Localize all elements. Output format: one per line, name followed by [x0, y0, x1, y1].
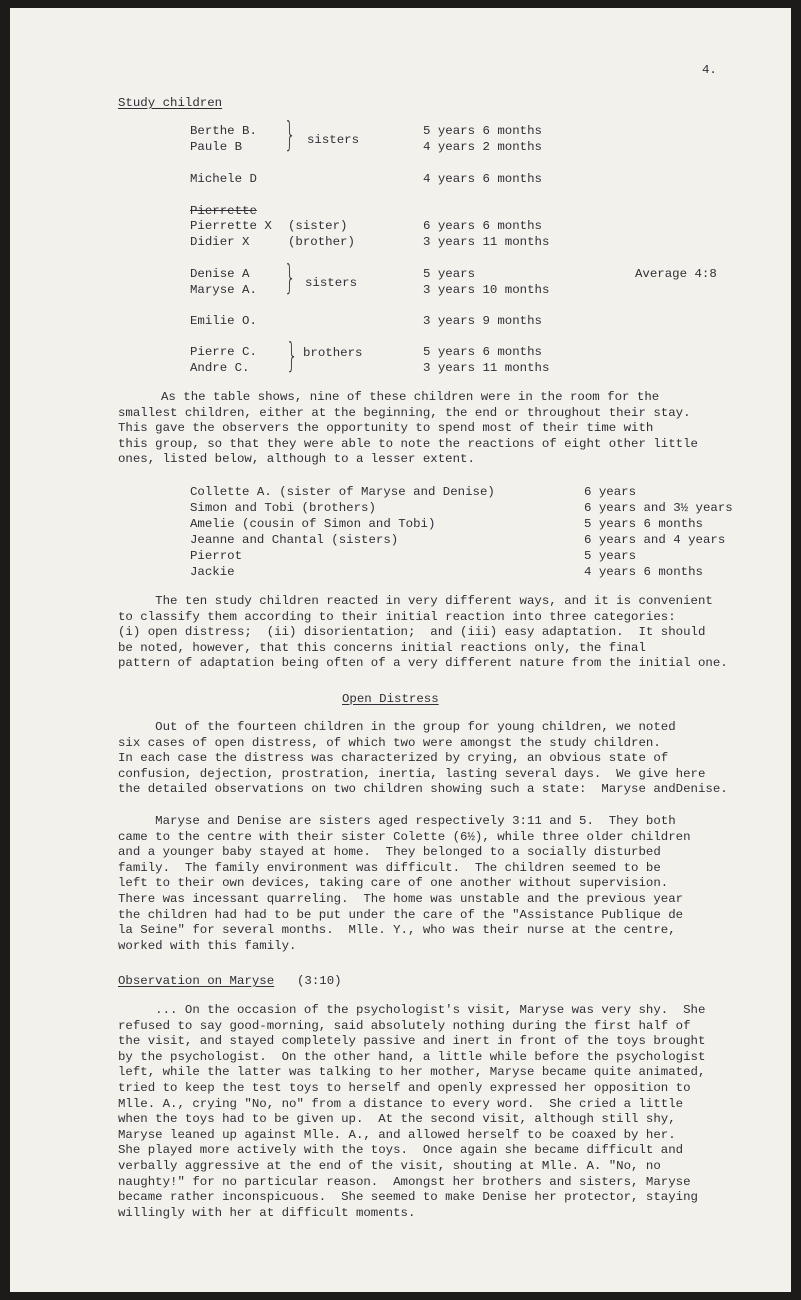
other-child-age: 6 years and 4 years	[584, 533, 726, 547]
text-line: (i) open distress; (ii) disorientation; and (iii) easy adaptation. It should	[118, 625, 706, 640]
child-name: Pierrette X	[190, 219, 272, 233]
other-child-name: Jeanne and Chantal (sisters)	[190, 533, 399, 547]
paragraph-table-notes	[118, 390, 788, 468]
text-line: worked with this family.	[118, 938, 297, 953]
child-age: 3 years 9 months	[423, 314, 542, 328]
text-line: the visit, and stayed completely passive and inert in front of the toys brought	[118, 1034, 706, 1049]
other-child-age: 5 years	[584, 549, 637, 563]
child-age: 3 years 11 months	[423, 235, 550, 249]
other-child-age: 5 years 6 months	[584, 517, 703, 531]
paragraph-open-distress	[118, 720, 788, 798]
other-child-name: Jackie	[190, 565, 235, 579]
child-name: Denise A	[190, 267, 250, 281]
other-child-name: Amelie (cousin of Simon and Tobi)	[190, 517, 436, 531]
child-age: 3 years 11 months	[423, 361, 550, 375]
other-child-age: 6 years	[584, 485, 637, 499]
section-heading-open-distress: Open Distress	[342, 692, 439, 706]
text-line: confusion, dejection, prostration, inertia, lasting several days. We give here	[118, 766, 706, 781]
child-age: 4 years 6 months	[423, 172, 542, 186]
paragraph-categories	[118, 594, 788, 672]
group-label-sisters: sisters	[305, 276, 358, 290]
child-name: Berthe B.	[190, 124, 257, 138]
text-line: to classify them according to their initial reaction into three categories:	[118, 609, 676, 624]
text-line: became rather inconspicuous. She seemed to make Denise her protector, staying	[118, 1190, 698, 1205]
child-relation: (sister)	[288, 219, 348, 233]
child-name: Pierre C.	[190, 345, 257, 359]
struck-name: Pierrette	[190, 204, 257, 218]
average-age: Average 4:8	[635, 267, 717, 281]
bracket-glyph: }	[284, 258, 296, 298]
section-heading-observation: Observation on Maryse	[118, 974, 275, 988]
text-line: family. The family environment was difficult. The children seemed to be	[118, 860, 661, 875]
text-line: when the toys had to be given up. At the second visit, although still shy,	[118, 1112, 676, 1127]
text-line: willingly with her at difficult moments.	[118, 1205, 416, 1220]
paragraph-family	[118, 814, 788, 954]
child-name: Emilie O.	[190, 314, 257, 328]
text-line: Out of the fourteen children in the group for young children, we noted	[118, 720, 676, 734]
text-line: verbally aggressive at the end of the visit, shouting at Mlle. A. "No, no	[118, 1158, 661, 1173]
group-label-brothers: brothers	[303, 346, 363, 360]
text-line: be noted, however, that this concerns initial reactions only, the final	[118, 640, 646, 655]
section-heading-study-children: Study children	[118, 96, 223, 110]
text-line: the children had had to be put under the care of the "Assistance Publique de	[118, 907, 684, 922]
document-page	[10, 8, 791, 1292]
text-line: tried to keep the test toys to herself and openly expressed her opposition to	[118, 1080, 691, 1095]
other-child-name: Pierrot	[190, 549, 243, 563]
text-line: In each case the distress was characterized by crying, an obvious state of	[118, 751, 669, 766]
other-child-name: Simon and Tobi (brothers)	[190, 501, 376, 515]
text-line: ones, listed below, although to a lesser extent.	[118, 452, 475, 467]
bracket-glyph: }	[284, 115, 296, 155]
child-name: Maryse A.	[190, 283, 257, 297]
text-line: this group, so that they were able to note the reactions of eight other little	[118, 436, 698, 451]
text-line: and a younger baby stayed at home. They belonged to a socially disturbed	[118, 845, 661, 860]
child-age: 6 years 6 months	[423, 219, 542, 233]
child-age: 4 years 2 months	[423, 140, 542, 154]
child-age: 3 years 10 months	[423, 283, 550, 297]
text-line: la Seine" for several months. Mlle. Y., who was their nurse at the centre,	[118, 923, 676, 938]
text-line: The ten study children reacted in very different ways, and it is convenient	[118, 594, 713, 608]
text-line: Maryse and Denise are sisters aged respectively 3:11 and 5. They both	[118, 814, 676, 828]
other-child-name: Collette A. (sister of Maryse and Denise)	[190, 485, 495, 499]
text-line: came to the centre with their sister Colette (6½), while three older children	[118, 829, 691, 844]
bracket-glyph: }	[286, 336, 298, 376]
observation-age: (3:10)	[297, 974, 342, 988]
text-line: ... On the occasion of the psychologist's visit, Maryse was very shy. She	[118, 1003, 706, 1017]
text-line: pattern of adaptation being often of a very different nature from the initial one.	[118, 656, 728, 671]
text-line: by the psychologist. On the other hand, a little while before the psychologist	[118, 1049, 706, 1064]
child-name: Andre C.	[190, 361, 250, 375]
text-line: She played more actively with the toys. Once again she became difficult and	[118, 1143, 684, 1158]
text-line: refused to say good-morning, said absolutely nothing during the first half of	[118, 1018, 691, 1033]
child-name: Paule B	[190, 140, 243, 154]
text-line: This gave the observers the opportunity to spend most of their time with	[118, 421, 654, 436]
child-age: 5 years	[423, 267, 476, 281]
text-line: left, while the latter was talking to her mother, Maryse became quite animated,	[118, 1065, 706, 1080]
text-line: naughty!" for no particular reason. Amongst her brothers and sisters, Maryse	[118, 1174, 691, 1189]
text-line: As the table shows, nine of these children were in the room for the	[161, 390, 660, 404]
other-child-age: 6 years and 3½ years	[584, 501, 733, 515]
child-name: Didier X	[190, 235, 250, 249]
paragraph-observation	[118, 1003, 788, 1221]
text-line: six cases of open distress, of which two were amongst the study children.	[118, 735, 661, 750]
text-line: Mlle. A., crying "No, no" from a distance to every word. She cried a little	[118, 1096, 684, 1111]
page-number: 4.	[702, 63, 717, 77]
text-line: left to their own devices, taking care of one another without supervision.	[118, 876, 669, 891]
child-name: Michele D	[190, 172, 257, 186]
text-line: the detailed observations on two children showing such a state: Maryse andDenise.	[118, 782, 728, 797]
child-age: 5 years 6 months	[423, 124, 542, 138]
child-relation: (brother)	[288, 235, 355, 249]
text-line: smallest children, either at the beginning, the end or throughout their stay.	[118, 405, 691, 420]
child-age: 5 years 6 months	[423, 345, 542, 359]
group-label-sisters: sisters	[307, 133, 360, 147]
text-line: Maryse leaned up against Mlle. A., and allowed herself to be coaxed by her.	[118, 1127, 676, 1142]
text-line: There was incessant quarreling. The home was unstable and the previous year	[118, 891, 684, 906]
other-child-age: 4 years 6 months	[584, 565, 703, 579]
